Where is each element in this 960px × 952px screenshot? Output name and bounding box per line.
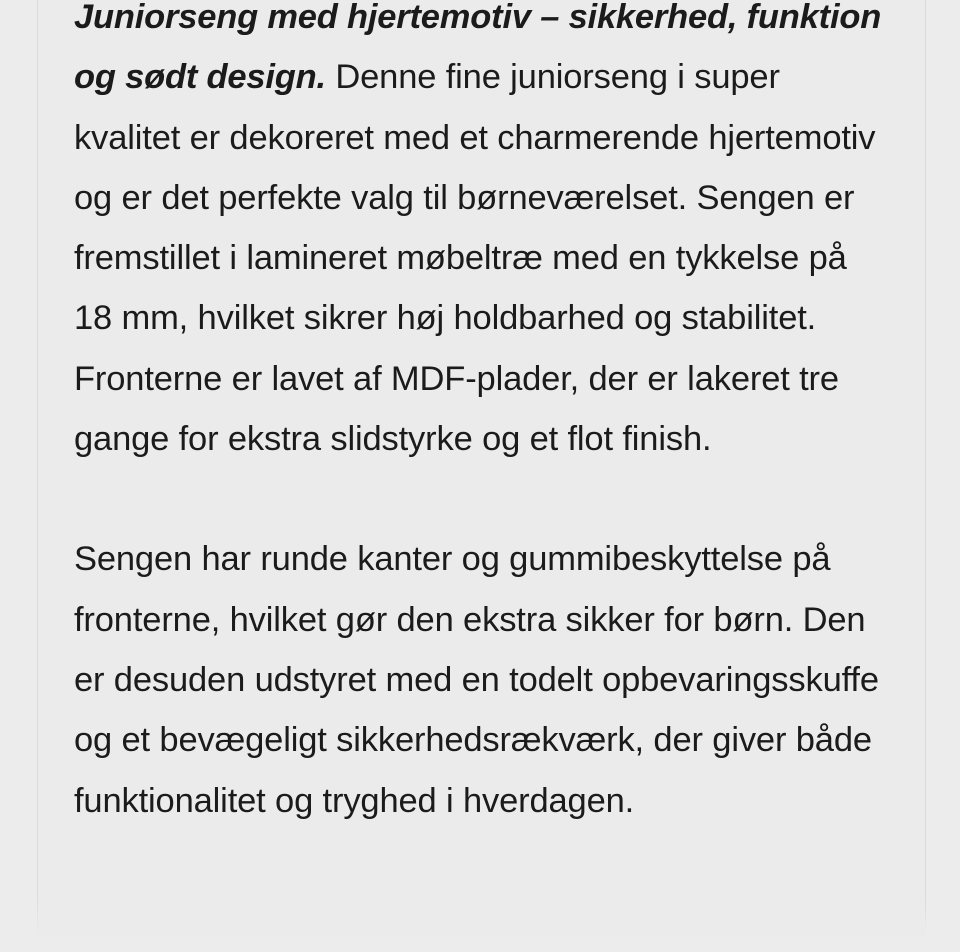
paragraph-features: Sengen har runde kanter og gummibeskyttelse på fronterne, hvilket gør den ekstra sikker for børn. Den er desuden udstyret med en todelt opbevaringsskuffe og et bevægeligt sikkerhedsrækværk, der giver både funktionalitet og tryghed i hverdagen. bbox=[74, 540, 879, 820]
paragraph-intro-text: Denne fine juniorseng i super kvalitet er dekoreret med et charmerende hjertemotiv og er det perfekte valg til børneværelset. Sengen er fremstillet i lamineret møbeltræ med en tykkelse på 18 mm, hvilket sikrer høj holdbarhed og stabilitet. Fronterne er lavet af MDF-plader, der er lakeret tre gange for ekstra slidstyrke og et flot finish. bbox=[74, 58, 876, 459]
product-title-lede: Juniorseng med hjertemotiv – sikkerhed, funktion og sødt design. bbox=[74, 0, 882, 97]
product-description bbox=[74, 0, 889, 831]
content-column bbox=[38, 0, 925, 936]
content-column-right-rule bbox=[925, 0, 926, 936]
paragraph-intro bbox=[74, 0, 889, 469]
